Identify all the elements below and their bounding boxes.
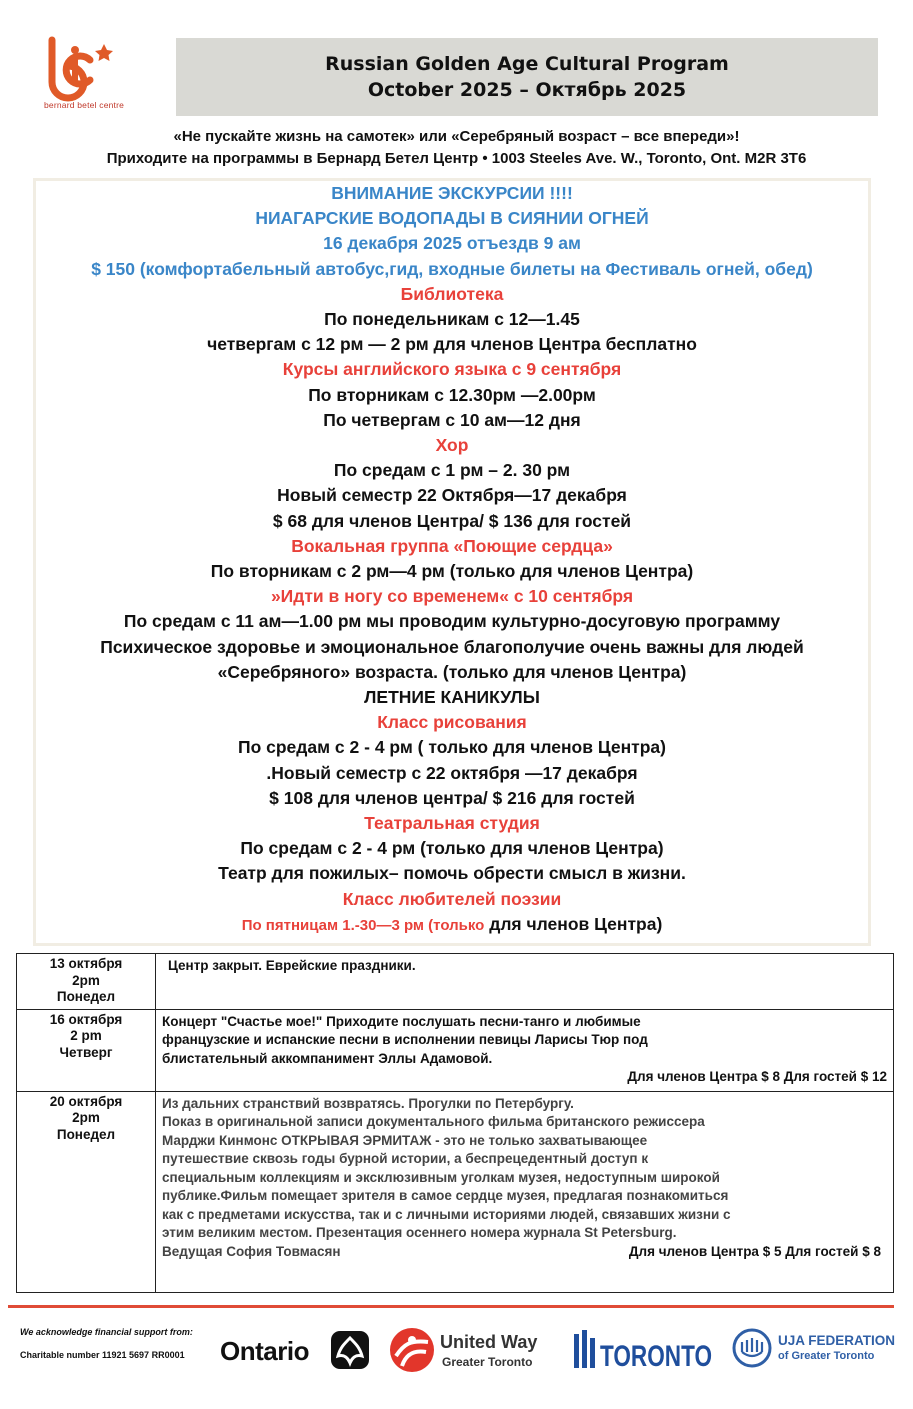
title-line-2: October 2025 – Октябрь 2025 — [367, 79, 687, 101]
subtitle-slogan: «Не пускайте жизнь на самотек» или «Серебряный возраст – все впереди»! — [173, 128, 740, 145]
program-title — [176, 38, 878, 116]
toronto-wordmark: TORONTO — [600, 1340, 712, 1373]
notice-line: Психическое здоровье и эмоциональное благополучие очень важны для людей — [100, 636, 804, 657]
notice-lines — [36, 181, 868, 912]
event-text-line: путешествие сквозь годы бурной истории, а беспрецедентный доступ к — [162, 1151, 649, 1166]
ontario-wordmark: Ontario — [220, 1336, 309, 1366]
programs-notice — [36, 181, 868, 943]
event-date: 20 октября — [49, 1093, 123, 1109]
event-description-cell — [156, 954, 894, 1010]
event-text-line: Марджи Кинмонс ОТКРЫВАЯ ЭРМИТАЖ - это не только захватывающее — [162, 1132, 648, 1148]
title-line-1: Russian Golden Age Cultural Program — [325, 53, 729, 75]
subtitle-address: Приходите на программы в Бернард Бетел Центр • 1003 Steeles Ave. W., Toronto, Ont. M2R 3T6 — [106, 150, 807, 167]
event-day: Понедел — [56, 989, 116, 1004]
uja-federation-icon — [732, 1328, 772, 1368]
event-date-cell — [17, 954, 156, 1010]
event-text-line: публике.Фильм помещает зрителя в самое сердце музея, предлагая познакомиться — [162, 1188, 729, 1203]
event-text: Центр закрыт. Еврейские праздники. — [168, 958, 416, 973]
table-row — [17, 1091, 894, 1293]
event-text-line: французские и испанские песни в исполнении певицы Ларисы Тюр под — [162, 1032, 648, 1047]
uja-region: of Greater Toronto — [778, 1350, 875, 1362]
notice-line: Класс любителей поэзии — [342, 888, 562, 909]
footer-rule — [8, 1305, 894, 1308]
event-day: Понедел — [56, 1126, 116, 1142]
notice-line: четвергам с 12 рм — 2 рм для членов Центра бесплатно — [207, 334, 697, 355]
event-time: 2pm — [72, 972, 100, 988]
event-text-line: Из дальних странствий возвратясь. Прогулки по Петербургу. — [162, 1095, 574, 1111]
notice-line: $ 68 для членов Центра/ $ 136 для гостей — [272, 510, 632, 531]
table-row — [17, 1009, 894, 1091]
poetry-time-black: для членов Центра) — [484, 913, 663, 934]
event-text-line: специальным коллекциям и эксклюзивным уголкам музея, недоступным широкой — [162, 1169, 720, 1185]
event-date-cell — [17, 1091, 156, 1293]
event-description-cell — [156, 1009, 894, 1091]
notice-line: По средам с 11 ам—1.00 рм мы проводим культурно-досуговую программу — [123, 611, 781, 632]
notice-line: 16 декабря 2025 отъездв 9 ам — [323, 233, 581, 254]
notice-line: Театр для пожилых– помочь обрести смысл в жизни. — [218, 863, 686, 884]
notice-line: ЛЕТНИЕ КАНИКУЛЫ — [364, 687, 540, 708]
charitable-number: Charitable number 11921 5697 RR0001 — [20, 1350, 185, 1360]
notice-line: Курсы английского языка с 9 сентября — [282, 359, 622, 380]
event-text-line: блистательный аккомпанимент Эллы Адамовой. — [162, 1050, 493, 1066]
notice-line: $ 108 для членов центра/ $ 216 для гостей — [269, 787, 635, 808]
notice-line: Библиотека — [400, 283, 504, 304]
notice-line: Класс рисования — [377, 712, 527, 733]
notice-line: По вторникам с 12.30рм —2.00рм — [308, 384, 596, 405]
city-of-toronto-logo — [572, 1328, 714, 1372]
event-schedule-table — [16, 953, 894, 1293]
notice-line: По понедельникам с 12—1.45 — [324, 309, 580, 330]
ontario-trillium-icon — [330, 1330, 370, 1370]
event-date-cell — [17, 1009, 156, 1091]
notice-line: »Идти в ногу со временем« с 10 сентября — [270, 586, 634, 607]
event-time: 2 pm — [70, 1028, 102, 1043]
united-way-icon — [388, 1326, 436, 1374]
united-way-region: Greater Toronto — [442, 1355, 533, 1369]
notice-line: Хор — [435, 435, 469, 456]
event-price: Для членов Центра $ 5 Для гостей $ 8 — [628, 1243, 881, 1259]
event-text-line: Концерт "Счастье мое!" Приходите послушать песни-танго и любимые — [162, 1013, 641, 1029]
notice-line: По средам с 2 - 4 рм (только для членов Центра) — [240, 838, 664, 859]
event-text-line: Показ в оригинальной записи документального фильма британского режиссера — [162, 1114, 705, 1129]
event-day: Четверг — [59, 1044, 113, 1060]
notice-line: «Серебряного» возраста. (только для членов Центра) — [217, 661, 687, 682]
event-text-line: этим великим местом. Презентация осеннего номера журнала St Petersburg. — [162, 1225, 677, 1240]
event-price: Для членов Центра $ 8 Для гостей $ 12 — [627, 1069, 887, 1084]
notice-line: По вторникам с 2 рм—4 рм (только для членов Центра) — [210, 561, 694, 582]
notice-line: По четвергам с 10 ам—12 дня — [323, 409, 581, 430]
logo-caption: bernard betel centre — [44, 100, 125, 110]
notice-line: Вокальная группа «Поющие сердца» — [291, 535, 613, 556]
notice-line-poetry-time — [36, 912, 868, 938]
event-date: 13 октября — [49, 956, 123, 971]
table-row — [17, 954, 894, 1010]
notice-line: НИАГАРСКИЕ ВОДОПАДЫ В СИЯНИИ ОГНЕЙ — [255, 208, 649, 229]
notice-line: ВНИМАНИЕ ЭКСКУРСИИ !!!! — [331, 183, 573, 203]
uja-name: UJA FEDERATION — [778, 1333, 896, 1348]
notice-line: $ 150 (комфортабельный автобус,гид, входные билеты на Фестиваль огней, обед) — [91, 258, 813, 279]
event-text-line: как с предметами искусства, так и с личными историями людей, связавших жизни с — [162, 1206, 731, 1222]
notice-line: Театральная студия — [364, 813, 540, 834]
notice-line: .Новый семестр с 22 октября —17 декабря — [266, 762, 638, 783]
event-host: Ведущая София Товмасян — [162, 1243, 341, 1259]
event-host-price-line — [162, 1243, 887, 1262]
event-date: 16 октября — [49, 1011, 123, 1027]
event-description-cell — [156, 1091, 894, 1293]
notice-line: По средам с 2 - 4 рм ( только для членов Центра) — [238, 737, 666, 758]
acknowledgement: We acknowledge financial support from: — [20, 1327, 193, 1337]
united-way-name: United Way — [440, 1332, 538, 1352]
notice-line: Новый семестр 22 Октября—17 декабря — [277, 485, 627, 506]
notice-line: По средам с 1 рм – 2. 30 рм — [333, 460, 571, 481]
event-time: 2pm — [72, 1110, 100, 1125]
poetry-time-red: По пятницам 1.-30—3 рм (только — [241, 916, 485, 934]
